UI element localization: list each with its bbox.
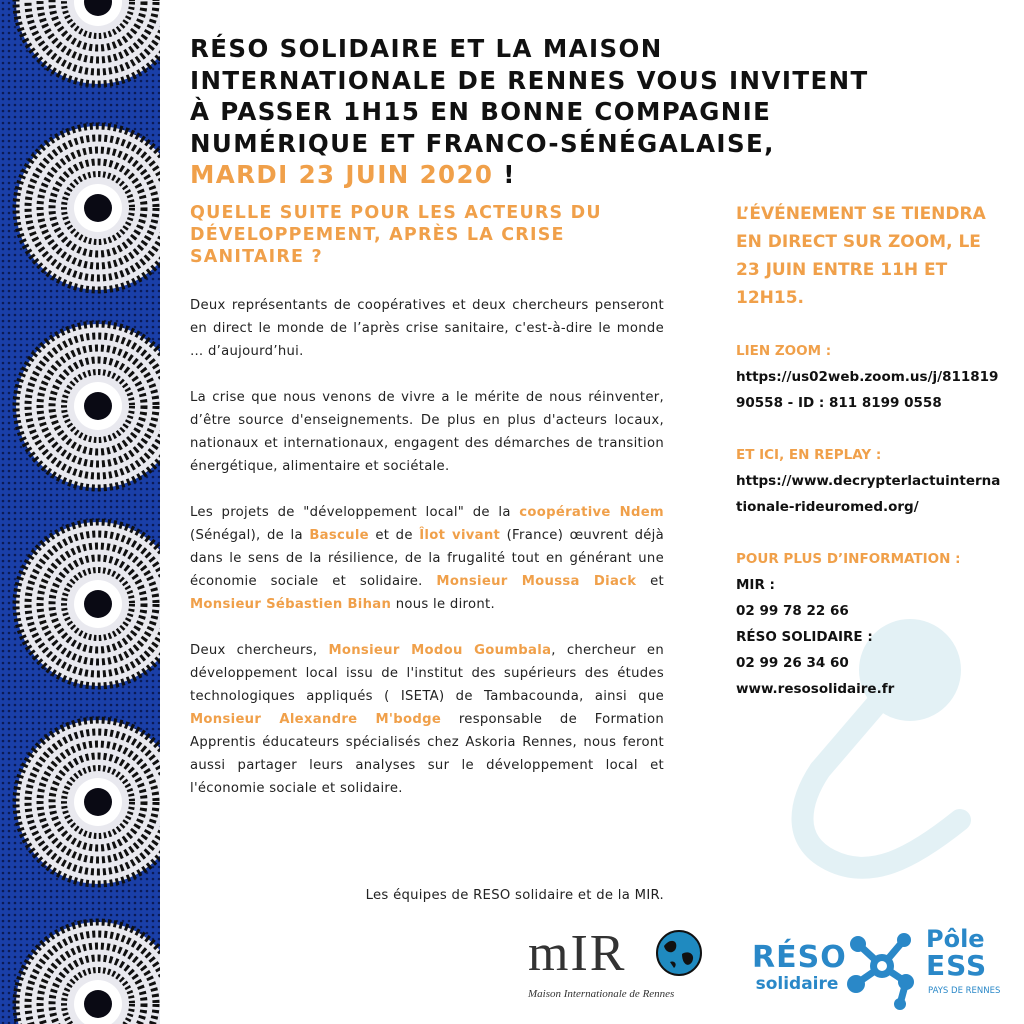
- event-date: MARDI 23 JUIN 2020: [190, 160, 494, 189]
- title-line: INTERNATIONALE DE RENNES VOUS INVITENT: [190, 65, 869, 95]
- text: et de: [368, 528, 420, 543]
- globe-icon: [654, 928, 704, 978]
- zoom-label: LIEN ZOOM :: [736, 343, 832, 359]
- section-heading: QUELLE SUITE POUR LES ACTEURS DU DÉVELOPPEMENT, APRÈS LA CRISE SANITAIRE ?: [190, 203, 602, 267]
- title-line: À PASSER 1H15 EN BONNE COMPAGNIE: [190, 97, 772, 126]
- highlight-sebastien-bihan: Monsieur Sébastien Bihan: [190, 597, 392, 612]
- paragraph-researchers: [190, 639, 664, 800]
- mir-label: MIR :: [736, 577, 775, 593]
- highlight-moussa-diack: Monsieur Moussa Diack: [436, 574, 637, 589]
- highlight-ndem: coopérative Ndem: [519, 505, 664, 520]
- info-label: POUR PLUS D’INFORMATION :: [736, 551, 961, 567]
- replay-link[interactable]: https://www.decrypterlactuinternationale-rideuromed.org/: [736, 473, 1001, 515]
- mir-phone: 02 99 78 22 66: [736, 603, 849, 619]
- zoom-link[interactable]: https://us02web.zoom.us/j/81181990558 - ID : 811 8199 0558: [736, 369, 999, 411]
- title-exclaim: !: [493, 160, 516, 189]
- pole-ess-logo: [842, 926, 1012, 1016]
- molecule-icon: [842, 926, 922, 1012]
- replay-label: ET ICI, EN REPLAY :: [736, 447, 882, 463]
- highlight-alexandre-mbodge: Monsieur Alexandre M'bodge: [190, 712, 442, 727]
- highlight-bascule: Bascule: [309, 528, 369, 543]
- signature: Les équipes de RESO solidaire et de la MIR.: [365, 888, 664, 903]
- ess-label: ESS: [926, 949, 988, 982]
- highlight-ilot-vivant: Îlot vivant: [419, 528, 501, 543]
- event-announcement: L’ÉVÉNEMENT SE TIENDRA EN DIRECT SUR ZOOM, LE 23 JUIN ENTRE 11H ET 12H15.: [736, 204, 986, 308]
- mir-logo-caption: Maison Internationale de Rennes: [528, 988, 675, 1000]
- text: (France) œuvrent déjà dans le sens de la résilience, de la frugalité tout en générant une économie sociale et solidaire.: [190, 528, 664, 589]
- zoom-block: [736, 338, 1006, 416]
- pattern-svg: [0, 0, 160, 1024]
- text: (Sénégal), de la: [190, 528, 310, 543]
- paragraph-crisis: La crise que nous venons de vivre a le mérite de nous réinventer, d’être source d'enseignements. De plus en plus d'acteurs locaux, nationaux et internationaux, engagent des démarches de transition énergétique, alimentaire et sociétale.: [190, 390, 664, 474]
- paragraph-intro: Deux représentants de coopératives et deux chercheurs penseront en direct le monde de l’après crise sanitaire, c'est-à-dire le monde … d’aujourd’hui.: [190, 298, 664, 359]
- pays-de-rennes-label: PAYS DE RENNES: [928, 986, 1001, 996]
- title-line: RÉSO SOLIDAIRE ET LA MAISON: [190, 34, 663, 63]
- event-info-panel: [736, 200, 1006, 728]
- text: Deux chercheurs,: [190, 643, 329, 658]
- contact-block: [736, 546, 1006, 702]
- reso-logo-title: RÉSO: [752, 940, 847, 975]
- reso-logo-subtitle: solidaire: [755, 974, 839, 994]
- text: et: [636, 574, 664, 589]
- replay-block: [736, 442, 1006, 520]
- mir-logo-letters: mIR: [528, 925, 627, 982]
- page-title: [190, 33, 990, 191]
- mir-logo: [528, 924, 718, 1014]
- title-line: NUMÉRIQUE ET FRANCO-SÉNÉGALAISE,: [190, 128, 775, 158]
- decorative-pattern-strip: [0, 0, 160, 1024]
- pole-label: Pôle: [926, 925, 985, 953]
- reso-solidaire-logo: [752, 940, 847, 994]
- text: Les projets de "développement local" de la: [190, 505, 520, 520]
- title-date-line: [190, 159, 990, 191]
- paragraph-projects: [190, 501, 664, 616]
- text: , chercheur en développement local issu de l'institut des supérieurs des études technologiques appliqués ( ISETA) de Tambacounda, ainsi que: [190, 643, 664, 704]
- reso-label: RÉSO SOLIDAIRE :: [736, 629, 873, 645]
- reso-website-link[interactable]: www.resosolidaire.fr: [736, 681, 895, 697]
- body-text: [190, 294, 664, 823]
- text: responsable de Formation Apprentis éducateurs spécialisés chez Askoria Rennes, nous feront aussi partager leurs analyses sur le développement local et l'économie sociale et solidaire.: [190, 712, 664, 796]
- text: nous le diront.: [391, 597, 495, 612]
- reso-phone: 02 99 26 34 60: [736, 655, 849, 671]
- highlight-modou-goumbala: Monsieur Modou Goumbala: [328, 643, 552, 658]
